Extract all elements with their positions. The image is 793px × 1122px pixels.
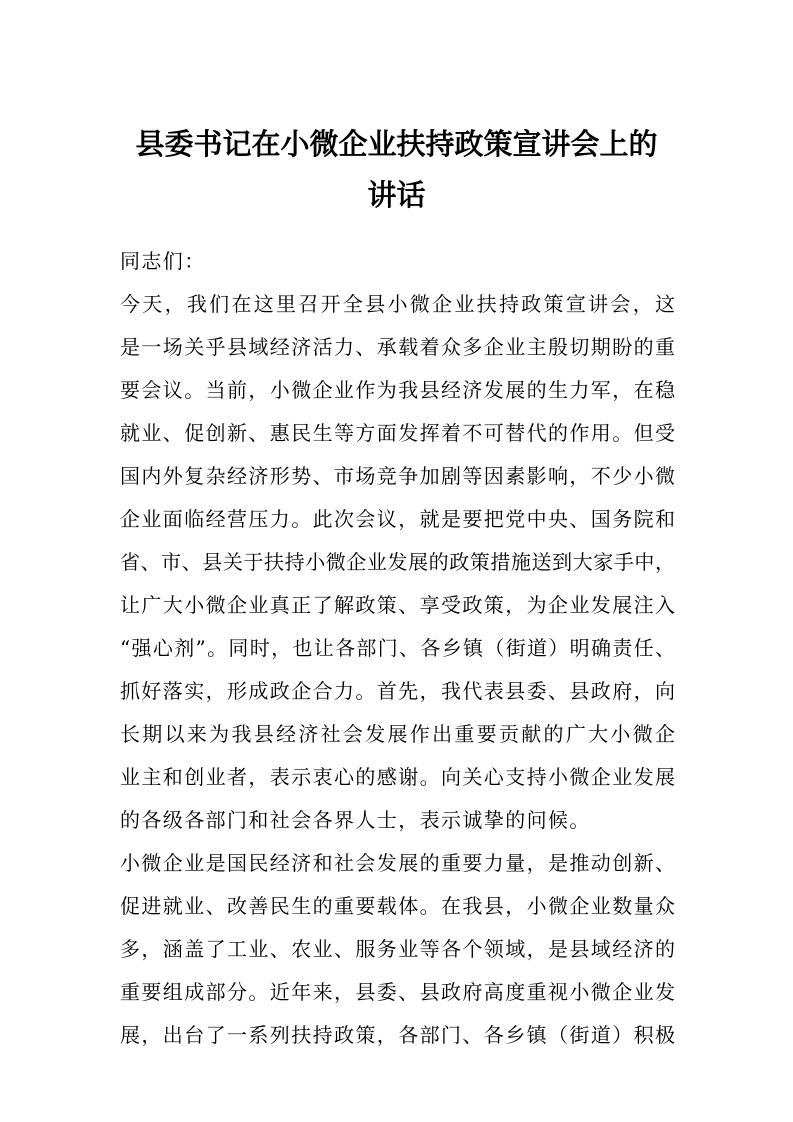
paragraph-line: 企业面临经营压力。此次会议，就是要把党中央、国务院和 — [120, 507, 675, 531]
document-title-line-2: 讲话 — [367, 178, 426, 212]
paragraph-line: 业主和创业者，表示衷心的感谢。向关心支持小微企业发展 — [120, 765, 675, 789]
paragraph-line: 展，出台了一系列扶持政策，各部门、各乡镇（街道）积极 — [120, 1023, 675, 1047]
paragraph-line: 的各级各部门和社会各界人士，表示诚挚的问候。 — [120, 808, 591, 832]
paragraph-line: 多，涵盖了工业、农业、服务业等各个领域，是县域经济的 — [120, 937, 675, 961]
paragraph-line: 今天，我们在这里召开全县小微企业扶持政策宣讲会，这 — [120, 292, 675, 316]
paragraph-line: 长期以来为我县经济社会发展作出重要贡献的广大小微企 — [120, 722, 675, 746]
paragraph-line: 小微企业是国民经济和社会发展的重要力量，是推动创新、 — [120, 851, 675, 875]
paragraph-line: 要会议。当前，小微企业作为我县经济发展的生力军，在稳 — [120, 378, 675, 402]
paragraph-line: 抓好落实，形成政企合力。首先，我代表县委、县政府，向 — [120, 679, 675, 703]
paragraph-line: 重要组成部分。近年来，县委、县政府高度重视小微企业发 — [120, 980, 675, 1004]
paragraph-line: 就业、促创新、惠民生等方面发挥着不可替代的作用。但受 — [120, 421, 675, 445]
paragraph-line: 促进就业、改善民生的重要载体。在我县，小微企业数量众 — [120, 894, 675, 918]
paragraph-line: “强心剂”。同时，也让各部门、各乡镇（街道）明确责任、 — [120, 636, 675, 660]
paragraph-line: 国内外复杂经济形势、市场竞争加剧等因素影响，不少小微 — [120, 464, 675, 488]
paragraph-line: 是一场关乎县域经济活力、承载着众多企业主殷切期盼的重 — [120, 335, 675, 359]
paragraph-line: 省、市、县关于扶持小微企业发展的政策措施送到大家手中， — [120, 550, 675, 574]
document-title-line-1: 县委书记在小微企业扶持政策宣讲会上的 — [135, 127, 658, 161]
paragraph-line: 让广大小微企业真正了解政策、享受政策，为企业发展注入 — [120, 593, 675, 617]
salutation: 同志们： — [120, 249, 206, 273]
